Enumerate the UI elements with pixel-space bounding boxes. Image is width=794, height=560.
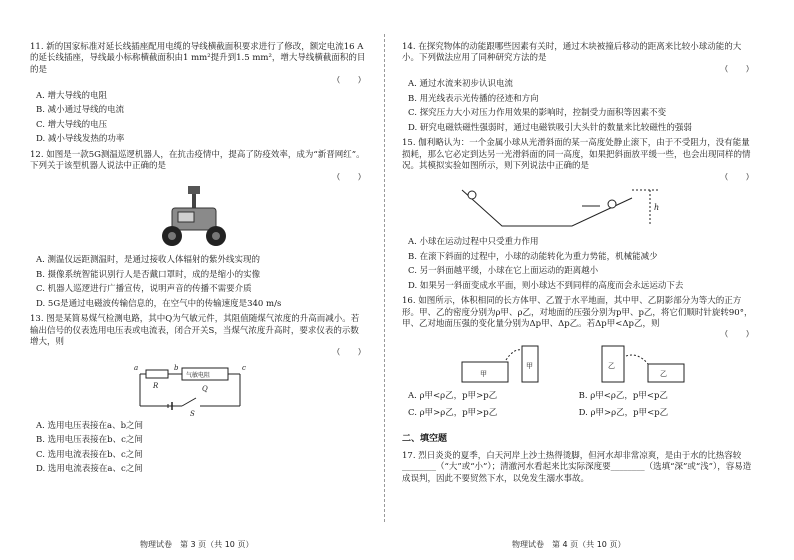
q16-option-c: C. ρ甲>ρ乙，p甲>p乙: [408, 408, 498, 419]
ball-start: [468, 191, 476, 199]
incline-track: [462, 190, 632, 226]
ball-end: [608, 200, 616, 208]
label-jia-2: 甲: [526, 361, 533, 370]
q15-option-b: B. 在滚下斜面的过程中，小球的动能转化为重力势能，机械能减少: [408, 251, 658, 262]
q13-option-c: C. 选用电流表接在b、c之间: [36, 449, 143, 460]
robot-mast: [192, 194, 196, 208]
incline-figure: [402, 184, 754, 234]
question-11-answer-paren: （ ）: [331, 76, 366, 87]
label-yi-1: 乙: [608, 361, 615, 370]
question-12-answer-paren: （ ）: [331, 172, 366, 183]
question-13-answer-paren: （ ）: [331, 348, 366, 359]
q11-option-c: C. 增大导线的电压: [36, 119, 108, 130]
question-11: [30, 42, 366, 146]
page-footer-right: 物理试卷 第 4 页（共 10 页）: [512, 540, 626, 549]
question-15-answer-paren: （ ）: [719, 172, 754, 183]
q11-option-a: A. 增大导线的电阻: [36, 90, 108, 101]
q12-option-d: D. 5G是通过电磁波传输信息的，在空气中的传输速度是340 m/s: [36, 298, 282, 309]
gas-detector-circuit: [30, 360, 366, 418]
section-heading-fill-in: 二、填空题: [402, 433, 448, 444]
q13-option-d: D. 选用电流表接在a、c之间: [36, 464, 143, 475]
question-11-text: 11. 新的国家标准对延长线插座配用电缆的导线横截面积要求进行了修改，额定电流16 A的延长线插座，导线最小标称横截面积由1 mm²提升到1.5 mm²，增大导线横截面积的目的是: [30, 42, 366, 75]
resistor-r: [146, 370, 168, 378]
column-divider: [384, 34, 385, 522]
question-17: [402, 451, 754, 485]
q11-option-b: B. 减小通过导线的电流: [36, 105, 125, 116]
question-13-text: 13. 图是某简易煤气检测电路，其中Q为气敏元件，其阻值随煤气浓度的升高而减小。若输出信号的仪表选用电压表或电流表，闭合开关S，当煤气浓度升高时，要求仪表的示数增大，则: [30, 314, 360, 347]
question-12: [30, 150, 366, 310]
q12-option-b: B. 摄像系统智能识别行人是否戴口罩时，成的是缩小的实像: [36, 269, 261, 280]
robot-panel: [178, 212, 194, 222]
question-14-answer-paren: （ ）: [719, 64, 754, 75]
q14-option-a: A. 通过水流来初步认识电流: [408, 79, 514, 90]
switch-s: [182, 398, 196, 406]
question-16-text: 16. 如图所示，体积相同的长方体甲、乙置于水平地面，其中甲、乙阴影部分为等大的正方形。甲、乙的密度分别为ρ甲、ρ乙，对地面的压强分别为p甲、p乙，将它们顺时针旋转90°，甲、乙对地面压强的变化量分别为Δp甲、Δp乙。若Δp甲<Δp乙，则: [402, 296, 753, 329]
robot-figure: [30, 184, 366, 252]
robot-camera-head: [188, 186, 200, 194]
label-c: c: [242, 363, 246, 372]
q15-option-d: D. 如果另一斜面变成水平面，则小球达不到同样的高度而会永远运动下去: [408, 280, 684, 291]
q15-option-a: A. 小球在运动过程中只受重力作用: [408, 237, 539, 248]
q12-option-a: A. 测温仪远距测温时，是通过接收人体辐射的紫外线实现的: [36, 255, 261, 266]
question-17-text: 17. 烈日炎炎的夏季，白天河岸上沙土热得烫脚，但河水却非常凉爽，是由于水的比热容较________（“大”或“小”）；清澈河水看起来比实际深度要________（选填“深”或“浅”），容易造成误判，因此不要贸然下水，以免发生溺水事故。: [402, 450, 752, 484]
q14-option-d: D. 研究电磁铁磁性强弱时，通过电磁铁吸引大头针的数量来比较磁性的强弱: [408, 122, 692, 133]
blocks-figure: [402, 342, 754, 388]
q14-option-b: B. 用光线表示光传播的径迹和方向: [408, 93, 539, 104]
question-16: [402, 296, 754, 423]
q12-option-c: C. 机器人巡逻进行广播宣传，说明声音的传播不需要介质: [36, 284, 252, 295]
question-15: [402, 138, 754, 292]
label-r: R: [153, 381, 159, 390]
question-13: [30, 314, 366, 476]
q13-option-b: B. 选用电压表接在b、c之间: [36, 435, 143, 446]
q13-option-a: A. 选用电压表接在a、b之间: [36, 420, 144, 431]
question-16-answer-paren: （ ）: [719, 330, 754, 341]
label-b: b: [174, 363, 179, 372]
question-14: [402, 42, 754, 134]
q16-option-d: D. ρ甲>ρ乙，p甲<p乙: [578, 408, 669, 419]
q16-option-b: B. ρ甲<ρ乙，p甲<p乙: [578, 390, 668, 401]
q11-option-d: D. 减小导线发热的功率: [36, 134, 125, 145]
q15-option-c: C. 另一斜面越平缓，小球在它上面运动的距离越小: [408, 266, 599, 277]
label-a: a: [134, 363, 139, 372]
label-yi-2: 乙: [660, 369, 667, 378]
label-s: S: [190, 409, 195, 418]
question-14-text: 14. 在探究物体的动能跟哪些因素有关时，通过木块被撞后移动的距离来比较小球动能的大小。下列做法应用了同种研究方法的是: [402, 42, 742, 64]
height-label: h: [654, 203, 660, 213]
label-q: Q: [202, 384, 208, 393]
right-column: [402, 42, 754, 489]
question-12-text: 12. 如图是一款5G测温巡逻机器人，在抗击疫情中，提高了防疫效率，成为“新晋网红”。下列关于该型机器人说法中正确的是: [30, 149, 365, 172]
question-15-text: 15. 伽利略认为：一个金属小球从光滑斜面的某一高度处静止滚下，由于不受阻力，没有能量损耗，那么它必定到达另一光滑斜面的同一高度，如果把斜面放平缓一些，也会出现同样的情况。其模拟实验如图所示，则下列说法中正确的是: [402, 138, 751, 172]
q16-option-a: A. ρ甲<ρ乙，p甲>p乙: [408, 390, 498, 401]
sensor-label: 气敏电阻: [186, 371, 211, 379]
q14-option-c: C. 探究压力大小对压力作用效果的影响时，控制受力面积等因素不变: [408, 108, 667, 119]
left-column: [30, 42, 366, 480]
page-footer-left: 物理试卷 第 3 页（共 10 页）: [140, 540, 254, 549]
label-jia-1: 甲: [480, 369, 487, 378]
